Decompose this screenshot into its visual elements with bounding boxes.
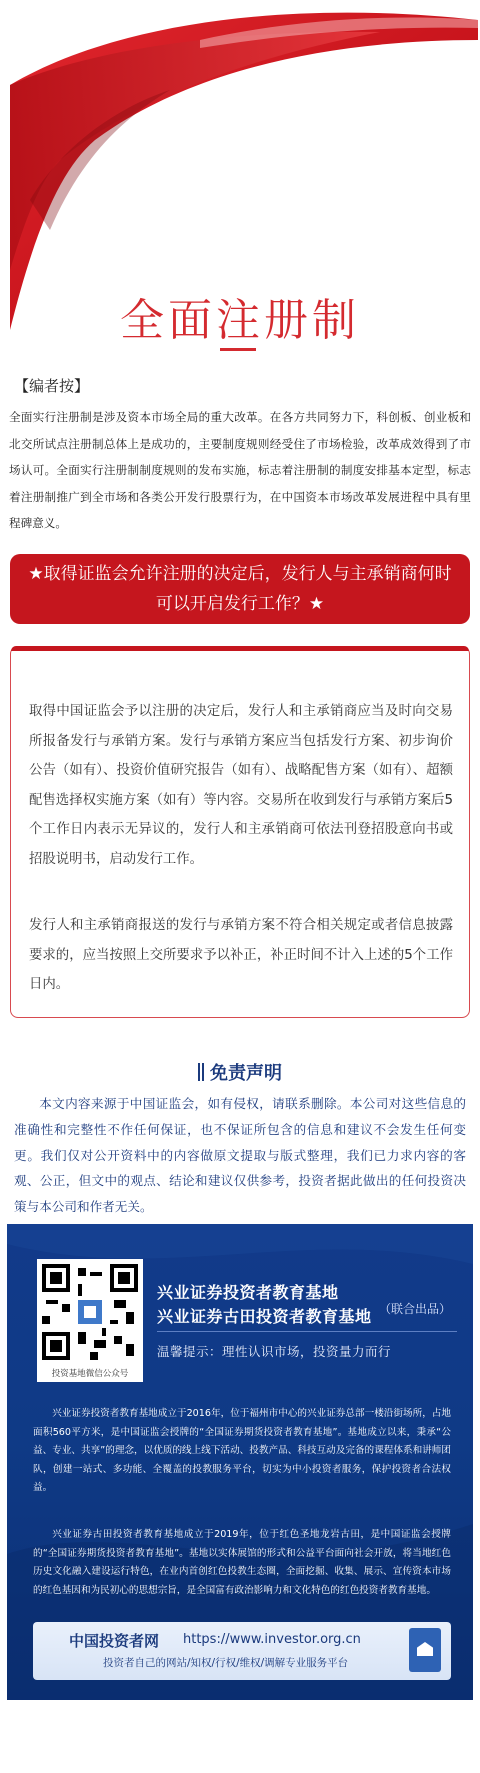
disclaimer-heading — [0, 1059, 480, 1085]
investor-net-url[interactable]: https://www.investor.org.cn — [183, 1632, 361, 1647]
base-intro-paragraph: 兴业证券古田投资者教育基地成立于2019年，位于红色圣地龙岩古田，是中国证监会授牌的“全国证券期货投资者教育基地”。基地以实体展馆的形式和公益平台面向社会开放，将当地红色历史文化融入建设运行特色，在业内首创红色投教生态圈，全面挖掘、收集、展示、宣传资本市场的红色基因和为民初心的思想宗旨，是全国富有政治影响力和文化特色的红色投资者教育基地。 — [33, 1529, 451, 1596]
answer-paragraph: 发行人和主承销商报送的发行与承销方案不符合相关规定或者信息披露要求的，应当按照上交所要求予以补正，补正时间不计入上述的5个工作日内。 — [29, 918, 453, 993]
answer-paragraph: 取得中国证监会予以注册的决定后，发行人和主承销商应当及时向交易所报备发行与承销方案。发行与承销方案应当包括发行方案、初步询价公告（如有）、投资价值研究报告（如有）、战略配售方案（如有）、超额配售选择权实施方案（如有）等内容。交易所在收到发行与承销方案后5个工作日内表示无异议的，发行人和主承销商可依法刊登招股意向书或招股说明书，启动发行工作。 — [29, 704, 453, 867]
qr-caption: 投资基地微信公众号 — [37, 1365, 143, 1382]
investor-education-card — [7, 1224, 473, 1700]
investor-net-banner[interactable] — [33, 1622, 451, 1680]
question-banner: ★取得证监会允许注册的决定后，发行人与主承销商何时可以开启发行工作？★ — [10, 554, 470, 624]
editor-note-body: 全面实行注册制是涉及资本市场全局的重大改革。在各方共同努力下，科创板、创业板和北交所试点注册制总体上是成功的，主要制度规则经受住了市场检验，改革成效得到了市场认可。全面实行注册制制度规则的发布实施，标志着注册制的制度安排基本定型，标志着注册制推广到全市场和各类公开发行股票行为，在中国资本市场改革发展进程中具有里程碑意义。 — [9, 410, 471, 530]
double-bar-icon — [198, 1063, 204, 1081]
disclaimer-body: 本文内容来源于中国证监会，如有侵权，请联系删除。本公司对这些信息的准确性和完整性不作任何保证，也不保证所包含的信息和建议不会发生任何变更。我们仅对公开资料中的内容做原文提取与版式整理，我们已力求内容的客观、公正，但文中的观点、结论和建议仅供参考，投资者据此做出的任何投资决策与本公司和作者无关。 — [14, 1096, 466, 1215]
header-banner — [0, 0, 480, 360]
banner-title: 全面注册制 — [120, 295, 360, 346]
investor-net-title: 中国投资者网 — [69, 1632, 160, 1650]
divider — [157, 1331, 457, 1332]
qr-code[interactable] — [37, 1259, 143, 1365]
base-name-gutian: 兴业证券古田投资者教育基地 — [157, 1307, 372, 1326]
investor-net-subtitle: 投资者自己的网站/知权/行权/维权/调解专业服务平台 — [103, 1657, 349, 1669]
base-intro-paragraph: 兴业证券投资者教育基地成立于2016年，位于福州市中心的兴业证券总部一楼沿街场所，占地面积560平方米，是中国证监会授牌的“全国证券期货投资者教育基地”。基地成立以来，秉承“公益、专业、共享”的理念，以优质的线上线下活动、投教产品、科技互动及完备的课程体系和讲师团队，创建一站式、多功能、全覆盖的投教服务平台，切实为中小投资者服务，保护投资者合法权益。 — [33, 1408, 451, 1493]
qr-code-icon — [42, 1264, 138, 1360]
disclaimer-heading-text: 免责声明 — [210, 1063, 282, 1084]
answer-box — [10, 646, 470, 1018]
joint-production-label: （联合出品） — [379, 1302, 452, 1316]
base-name-xingye: 兴业证券投资者教育基地 — [157, 1283, 339, 1302]
risk-tip: 温馨提示：理性认识市场，投资量力而行 — [157, 1344, 392, 1359]
editor-note-heading: 【编者按】 — [14, 377, 90, 395]
investor-net-logo-icon — [409, 1628, 441, 1672]
title-underline — [220, 348, 256, 351]
